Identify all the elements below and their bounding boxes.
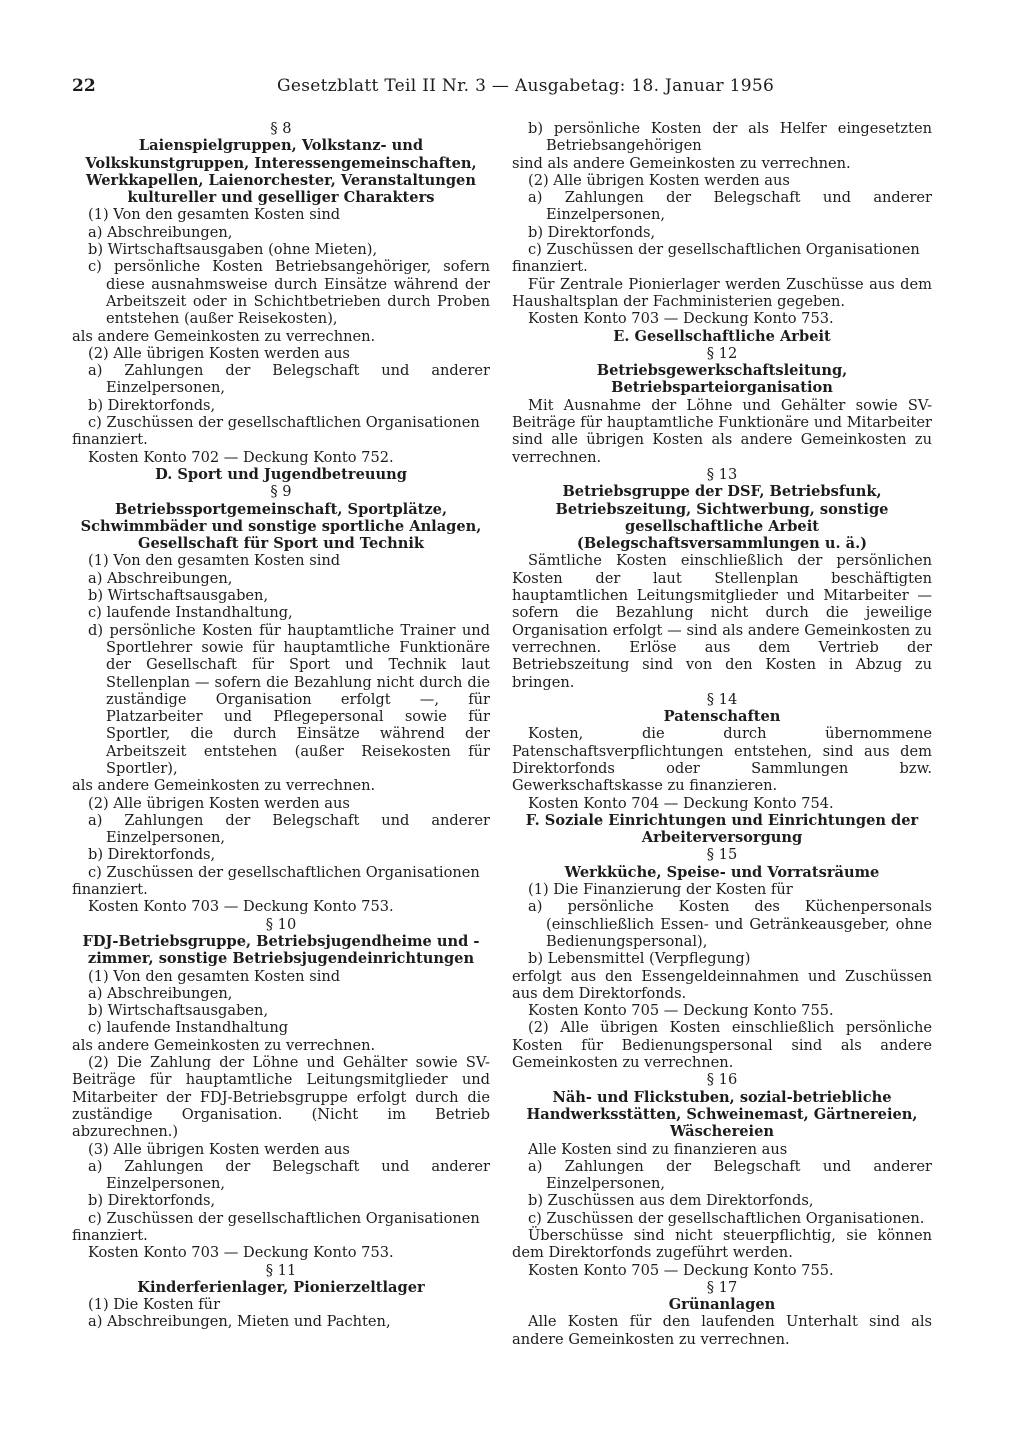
paragraph: (3) Alle übrigen Kosten werden aus — [88, 1140, 350, 1158]
paragraph: (1) Von den gesamten Kosten sind — [88, 967, 341, 985]
section-number: § 16 — [706, 1071, 738, 1089]
konto-line: Kosten Konto 704 — Deckung Konto 754. — [528, 794, 834, 812]
paragraph: (2) Alle übrigen Kosten werden aus — [88, 344, 350, 362]
list-item: b) Wirtschaftsausgaben (ohne Mieten), — [88, 241, 378, 259]
list-item: a) Zahlungen der Belegschaft und anderer Einzelpersonen, — [528, 189, 932, 224]
section-number: § 17 — [706, 1278, 738, 1296]
paragraph: (1) Von den gesamten Kosten sind — [88, 552, 341, 570]
paragraph: finanziert. — [512, 258, 588, 276]
part-heading: F. Soziale Einrichtungen und Einrichtungen der Arbeiterversorgung — [525, 811, 919, 847]
paragraph: als andere Gemeinkosten zu verrechnen. — [72, 777, 376, 795]
section-heading: Betriebsgewerkschaftsleitung, Betriebsparteiorganisation — [596, 362, 848, 397]
section-number: § 13 — [706, 465, 738, 483]
section-number: § 15 — [706, 846, 738, 864]
list-item: a) persönliche Kosten des Küchenpersonals (einschließlich Essen- und Getränkeausgeber, ohne Bedienungspersonal), — [528, 898, 932, 950]
paragraph: sind als andere Gemeinkosten zu verrechnen. — [512, 154, 851, 172]
list-item: b) Direktorfonds, — [88, 396, 216, 414]
section-number: § 9 — [270, 483, 292, 501]
section-heading: Betriebssportgemeinschaft, Sportplätze, Schwimmbäder und sonstige sportliche Anlagen, Gesellschaft für Sport und Technik — [80, 500, 482, 553]
konto-line: Kosten Konto 702 — Deckung Konto 752. — [88, 448, 394, 466]
section-heading: FDJ-Betriebsgruppe, Betriebsjugendheime und -zimmer, sonstige Betriebsjugendeinrichtungen — [82, 932, 480, 968]
section-heading: Grünanlagen — [668, 1296, 776, 1314]
paragraph: Überschüsse sind nicht steuerpflichtig, sie können dem Direktorfonds zugeführt werden. — [512, 1227, 932, 1262]
list-item: d) persönliche Kosten für hauptamtliche Trainer und Sportlehrer sowie für hauptamtliche Funktionäre der Gesellschaft für Sport und Technik laut Stellenplan — sofern die Bezahlung nicht durch die zuständige Organisation erfolgt —, für Platzarbeiter und Pflegepersonal sowie für Sportler, die durch Einsätze während der Arbeitszeit entstehen (außer Reisekosten für Sportler), — [88, 621, 490, 777]
list-item: a) Abschreibungen, — [88, 569, 233, 587]
list-item: c) Zuschüssen der gesellschaftlichen Organisationen — [528, 241, 920, 259]
part-heading: E. Gesellschaftliche Arbeit — [613, 327, 831, 345]
list-item: a) Abschreibungen, Mieten und Pachten, — [88, 1313, 391, 1331]
list-item: b) persönliche Kosten der als Helfer eingesetzten Betriebsangehörigen — [528, 120, 932, 155]
konto-line: Kosten Konto 705 — Deckung Konto 755. — [528, 1002, 834, 1020]
left-column — [72, 120, 490, 1331]
list-item: c) persönliche Kosten Betriebsangehöriger, sofern diese ausnahmsweise durch Einsätze während der Arbeitszeit oder in Schichtbetrieben durch Proben entstehen (außer Reisekosten), — [88, 258, 490, 328]
paragraph: Sämtliche Kosten einschließlich der persönlichen Kosten der laut Stellenplan beschäftigten hauptamtlichen Leitungsmitglieder und Mitarbeiter — sofern die Bezahlung nicht durch die jeweilige Organisation erfolgt — sind als andere Gemeinkosten zu verrechnen. Erlöse aus dem Vertrieb der Betriebszeitung sind von den Kosten in Abzug zu bringen. — [512, 552, 932, 691]
paragraph: Kosten, die durch übernommene Patenschaftsverpflichtungen entstehen, sind aus dem Direktorfonds oder Sammlungen bzw. Gewerkschaftskasse zu finanzieren. — [512, 725, 932, 795]
konto-line: Kosten Konto 703 — Deckung Konto 753. — [88, 898, 394, 916]
konto-line: Kosten Konto 703 — Deckung Konto 753. — [88, 1244, 394, 1262]
list-item: a) Zahlungen der Belegschaft und anderer Einzelpersonen, — [528, 1157, 932, 1193]
list-item: b) Zuschüssen aus dem Direktorfonds, — [528, 1192, 814, 1210]
paragraph: Für Zentrale Pionierlager werden Zuschüsse aus dem Haushaltsplan der Fachministerien gegeben. — [512, 275, 932, 310]
section-number: § 11 — [265, 1261, 297, 1279]
running-title: Gesetzblatt Teil II Nr. 3 — Ausgabetag: 18. Januar 1956 — [277, 76, 775, 96]
right-column — [512, 120, 932, 1348]
section-heading: Näh- und Flickstuben, sozial-betriebliche Handwerksstätten, Schweinemast, Gärtnereien, Wäschereien — [526, 1088, 918, 1141]
page-number: 22 — [72, 76, 96, 96]
section-heading: Werkküche, Speise- und Vorratsräume — [564, 863, 880, 881]
paragraph: (2) Alle übrigen Kosten werden aus — [88, 794, 350, 812]
part-heading: D. Sport und Jugendbetreuung — [155, 465, 407, 483]
list-item: a) Abschreibungen, — [88, 984, 233, 1002]
list-item: b) Direktorfonds, — [88, 846, 216, 864]
paragraph: Mit Ausnahme der Löhne und Gehälter sowie SV-Beiträge für hauptamtliche Funktionäre und Mitarbeiter sind alle übrigen Kosten als andere Gemeinkosten zu verrechnen. — [512, 396, 932, 466]
list-item: c) Zuschüssen der gesellschaftlichen Organisationen. — [528, 1209, 925, 1227]
list-item: b) Direktorfonds, — [88, 1192, 216, 1210]
paragraph: als andere Gemeinkosten zu verrechnen. — [72, 1036, 376, 1054]
list-item: c) Zuschüssen der gesellschaftlichen Organisationen — [88, 414, 480, 432]
page-header — [72, 76, 952, 106]
section-number: § 12 — [706, 344, 738, 362]
list-item: a) Zahlungen der Belegschaft und anderer Einzelpersonen, — [88, 811, 490, 847]
list-item: c) Zuschüssen der gesellschaftlichen Organisationen — [88, 1209, 480, 1227]
paragraph: (1) Von den gesamten Kosten sind — [88, 206, 341, 224]
list-item: a) Abschreibungen, — [88, 223, 233, 241]
section-heading: Betriebsgruppe der DSF, Betriebsfunk, Betriebszeitung, Sichtwerbung, sonstige gesellschaftliche Arbeit (Belegschaftsversammlungen u. ä.) — [555, 483, 889, 553]
list-item: b) Direktorfonds, — [528, 223, 656, 241]
paragraph: als andere Gemeinkosten zu verrechnen. — [72, 327, 376, 345]
section-number: § 8 — [270, 120, 292, 137]
list-item: a) Zahlungen der Belegschaft und anderer Einzelpersonen, — [88, 1157, 490, 1193]
paragraph: finanziert. — [72, 431, 148, 449]
list-item: b) Lebensmittel (Verpflegung) — [528, 950, 751, 968]
section-heading: Patenschaften — [663, 708, 781, 726]
paragraph: (1) Die Finanzierung der Kosten für — [528, 881, 793, 899]
paragraph: (2) Alle übrigen Kosten werden aus — [528, 171, 790, 189]
list-item: a) Zahlungen der Belegschaft und anderer Einzelpersonen, — [88, 362, 490, 397]
list-item: b) Wirtschaftsausgaben, — [88, 587, 269, 605]
list-item: c) laufende Instandhaltung, — [88, 604, 293, 622]
paragraph: (2) Alle übrigen Kosten einschließlich persönliche Kosten für Bedienungspersonal sind als andere Gemeinkosten zu verrechnen. — [512, 1019, 932, 1072]
paragraph: Alle Kosten sind zu finanzieren aus — [528, 1140, 788, 1158]
section-number: § 10 — [265, 915, 297, 933]
paragraph: Alle Kosten für den laufenden Unterhalt sind als andere Gemeinkosten zu verrechnen. — [512, 1313, 932, 1348]
section-number: § 14 — [706, 690, 738, 708]
konto-line: Kosten Konto 703 — Deckung Konto 753. — [528, 310, 834, 328]
konto-line: Kosten Konto 705 — Deckung Konto 755. — [528, 1261, 834, 1279]
section-heading: Kinderferienlager, Pionierzeltlager — [137, 1278, 425, 1296]
list-item: c) laufende Instandhaltung — [88, 1019, 289, 1037]
paragraph: (1) Die Kosten für — [88, 1296, 221, 1314]
section-heading: Laienspielgruppen, Volkstanz- und Volkskunstgruppen, Interessengemeinschaften, Werkkapellen, Laienorchester, Veranstaltungen kultureller und geselliger Charakters — [85, 137, 477, 207]
paragraph: finanziert. — [72, 881, 148, 899]
list-item: c) Zuschüssen der gesellschaftlichen Organisationen — [88, 863, 480, 881]
paragraph: erfolgt aus den Essengeldeinnahmen und Zuschüssen aus dem Direktorfonds. — [512, 967, 932, 1002]
paragraph: (2) Die Zahlung der Löhne und Gehälter sowie SV-Beiträge für hauptamtliche Leitungsmitglieder und Mitarbeiter der FDJ-Betriebsgruppe erfolgt durch die zuständige Organisation. (Nicht im Betrieb abzurechnen.) — [72, 1054, 490, 1141]
paragraph: finanziert. — [72, 1227, 148, 1244]
list-item: b) Wirtschaftsausgaben, — [88, 1002, 269, 1020]
